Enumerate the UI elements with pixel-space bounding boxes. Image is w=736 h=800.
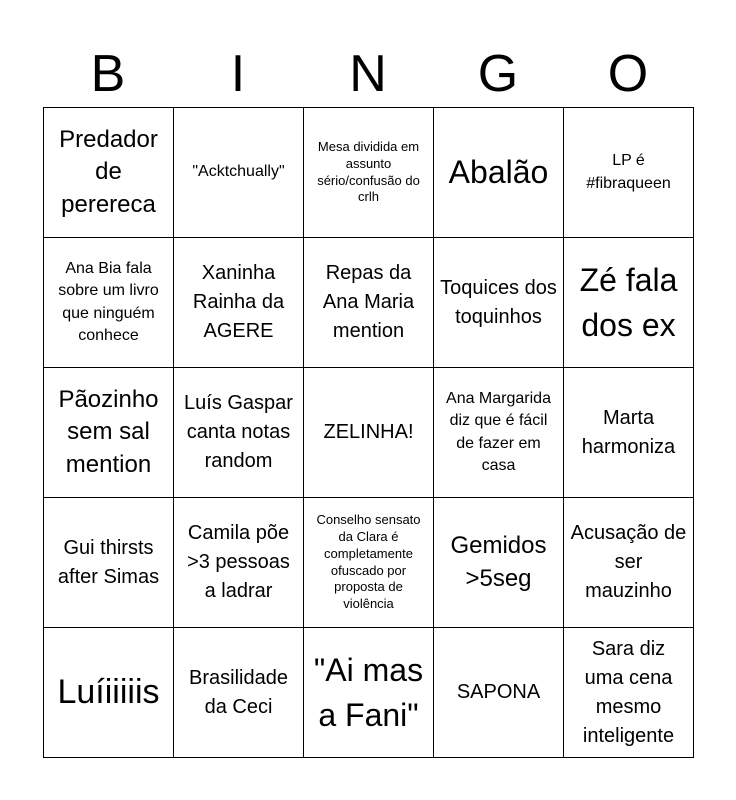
header-letter-g: G — [477, 45, 519, 103]
bingo-cell[interactable]: Ana Bia fala sobre um livro que ninguém conhece — [44, 238, 174, 368]
bingo-cell[interactable]: Mesa dividida em assunto sério/confusão do crlh — [304, 108, 434, 238]
bingo-cell[interactable]: Toquices dos toquinhos — [434, 238, 564, 368]
bingo-cell[interactable]: Luís Gaspar canta notas random — [174, 368, 304, 498]
bingo-cell[interactable]: Conselho sensato da Clara é completamente ofuscado por proposta de violência — [304, 498, 434, 628]
bingo-row — [44, 368, 694, 498]
bingo-cell[interactable]: Brasilidade da Ceci — [174, 628, 304, 758]
bingo-cell[interactable]: Sara diz uma cena mesmo inteligente — [564, 628, 694, 758]
bingo-cell[interactable]: Predador de perereca — [44, 108, 174, 238]
bingo-header — [43, 40, 693, 108]
bingo-cell[interactable]: "Ai mas a Fani" — [304, 628, 434, 758]
bingo-card — [43, 107, 694, 758]
bingo-row — [44, 498, 694, 628]
bingo-cell[interactable]: Acusação de ser mauzinho — [564, 498, 694, 628]
bingo-cell[interactable]: Xaninha Rainha da AGERE — [174, 238, 304, 368]
bingo-cell[interactable]: Luíiiiiis — [44, 628, 174, 758]
header-letter-b: B — [90, 45, 126, 103]
bingo-cell[interactable]: Zé fala dos ex — [564, 238, 694, 368]
header-letter-n: N — [349, 45, 387, 103]
bingo-cell[interactable]: Gemidos >5seg — [434, 498, 564, 628]
bingo-cell[interactable]: "Acktchually" — [174, 108, 304, 238]
bingo-cell[interactable]: Camila põe >3 pessoas a ladrar — [174, 498, 304, 628]
header-letter-o: O — [607, 45, 649, 103]
bingo-row — [44, 108, 694, 238]
bingo-cell[interactable]: LP é #fibraqueen — [564, 108, 694, 238]
bingo-cell[interactable]: Abalão — [434, 108, 564, 238]
header-letter-i: I — [230, 45, 246, 103]
bingo-cell[interactable]: Gui thirsts after Simas — [44, 498, 174, 628]
bingo-cell[interactable]: Marta harmoniza — [564, 368, 694, 498]
bingo-cell[interactable]: Pãozinho sem sal mention — [44, 368, 174, 498]
bingo-cell[interactable]: ZELINHA! — [304, 368, 434, 498]
bingo-cell[interactable]: Ana Margarida diz que é fácil de fazer em casa — [434, 368, 564, 498]
bingo-row — [44, 238, 694, 368]
bingo-cell[interactable]: Repas da Ana Maria mention — [304, 238, 434, 368]
bingo-row — [44, 628, 694, 758]
bingo-cell[interactable]: SAPONA — [434, 628, 564, 758]
